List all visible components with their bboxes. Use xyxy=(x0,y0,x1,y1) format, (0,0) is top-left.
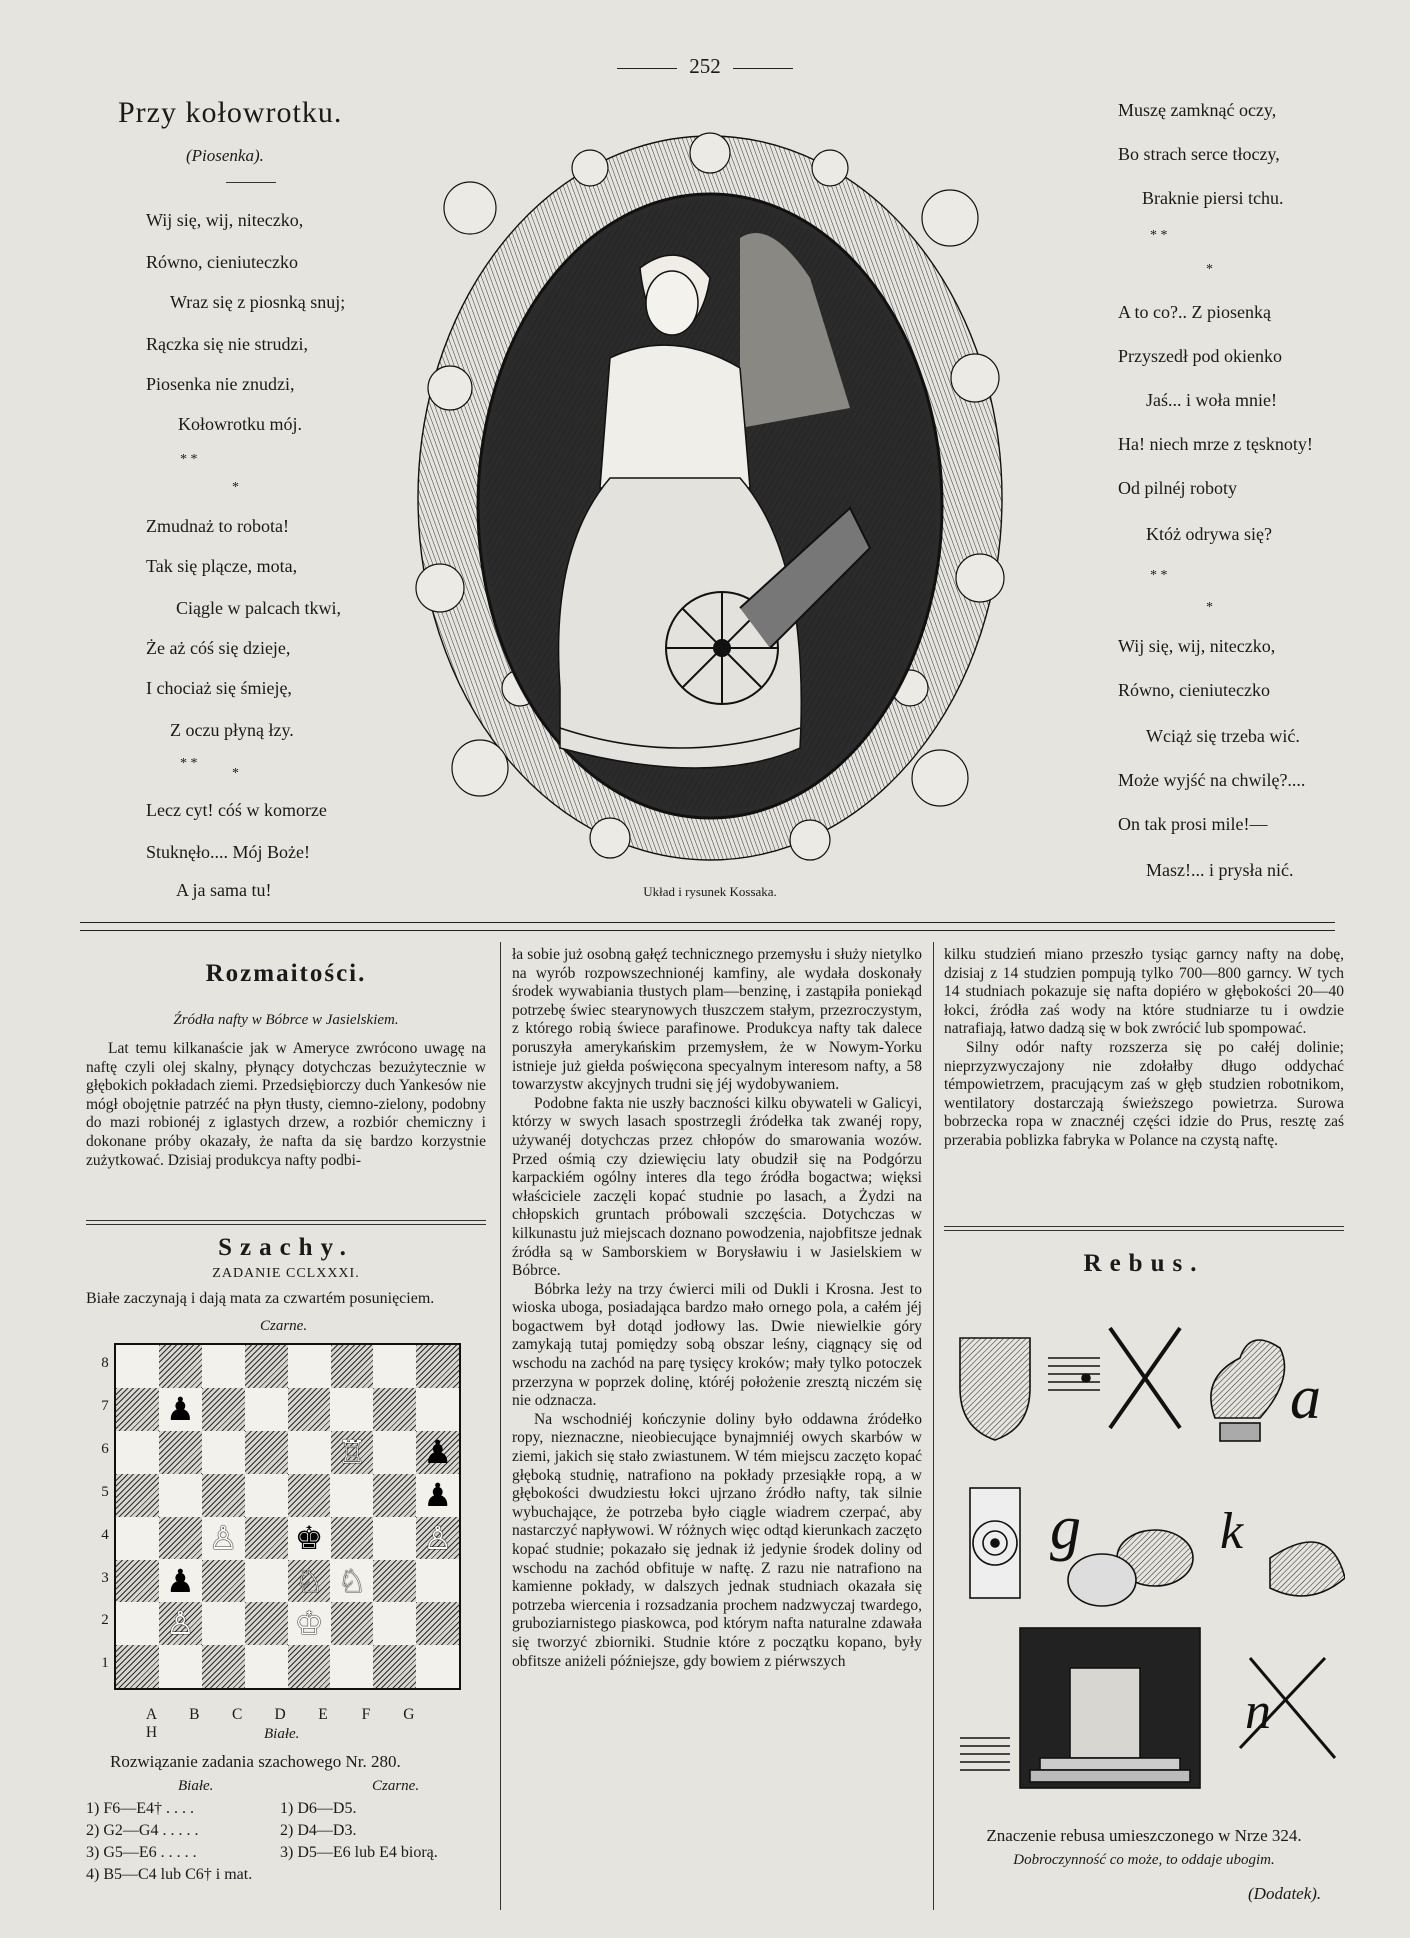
board-square xyxy=(116,1431,159,1474)
file-labels xyxy=(130,1706,473,1742)
board-square xyxy=(116,1602,159,1645)
board-square xyxy=(288,1388,331,1431)
rebus-picture-puzzle xyxy=(950,1318,1345,1813)
poem-line: Kołowrotku mój. xyxy=(178,414,302,434)
chess-piece: ♟ xyxy=(165,1389,195,1428)
board-square xyxy=(202,1388,245,1431)
rank-label: 2 xyxy=(101,1612,109,1629)
board-square xyxy=(202,1560,245,1603)
chess-piece: ♟ xyxy=(165,1561,195,1600)
rank-label: 8 xyxy=(101,1355,109,1371)
chess-piece: ♚ xyxy=(294,1518,324,1557)
poem-line: Wraz się z piosnką snuj; xyxy=(170,292,346,312)
spinning-wheel-illustration xyxy=(410,128,1010,868)
poem-line: Wij się, wij, niteczko, xyxy=(1118,636,1276,656)
poem-line: Jaś... i woła mnie! xyxy=(1146,390,1277,410)
rebus-answer: Dobroczynność co może, to oddaje ubogim. xyxy=(1013,1852,1275,1868)
stanza-star: * xyxy=(232,480,239,495)
board-square xyxy=(159,1645,202,1688)
file-label: B xyxy=(189,1706,200,1723)
supplement-note: (Dodatek). xyxy=(1248,1884,1322,1903)
article-column-2 xyxy=(512,946,922,1671)
board-square xyxy=(373,1645,416,1688)
board-square xyxy=(288,1645,331,1688)
solution-move-white: 4) B5—C4 lub C6† i mat. xyxy=(86,1866,253,1883)
poem-line: Równo, cieniuteczko xyxy=(146,252,298,272)
board-square xyxy=(416,1645,459,1688)
solution-move-white: 1) F6—E4† . . . . xyxy=(86,1800,194,1817)
paragraph: ła sobie już osobną gałęź technicznego przemysłu i służy nietylko na wyrób rozpowszechnionéj kamfiny, ale wydała doskonały środek wywabiania tłustych plam—benzinę, i zastąpiła poniekąd potrzebę świec stearynowych tłuszczem stałym, przezroczystym, z którego robią świece parafinowe. Produkcya nafty tak dalece poruszyła amerykańskim przemysłem, że w Nowym-Yorku istnieje już giełda poświęcona specyalnym interesom nafty, a 58 towarzystw akcyjnych trudni się jéj wydobywaniem. xyxy=(512,946,922,1094)
chess-piece: ♘ xyxy=(294,1561,324,1600)
stanza-star: * xyxy=(1206,262,1213,277)
board-square xyxy=(202,1645,245,1688)
poem-line: A ja sama tu! xyxy=(176,880,272,900)
board-square xyxy=(373,1474,416,1517)
paragraph: Podobne fakta nie uszły baczności kilku obywateli w Galicyi, którzy w swych lasach spostrzegli źródełka tak zwanéj ropy, używanéj dotychczas przez chłopów do smarowania wozów. Przed ośmią czy dziewięciu laty obudził się na Podgórzu karpackiém ogólny interes dla tego źródła bogactwa; więksi właściciele zaczęli kopać studnie po lasach, a Żydzi na chłopskich gruntach próbowali szczęścia. Dotychczas w kilkunastu już miejscach doznano powodzenia, najobfitsze jednak źródła są w Samborskiem w Borysławiu i w Jasielskiem w Bóbrce. xyxy=(512,1094,922,1280)
file-label: D xyxy=(274,1706,286,1723)
file-label: G xyxy=(403,1706,415,1723)
poem-line: Któż odrywa się? xyxy=(1146,524,1272,544)
illustration-caption: Układ i rysunek Kossaka. xyxy=(643,884,777,899)
section-title-rozmaitosci: Rozmaitości. xyxy=(205,960,367,987)
board-square xyxy=(202,1431,245,1474)
poem-line: Równo, cieniuteczko xyxy=(1118,680,1270,700)
poem-line: Wij się, wij, niteczko, xyxy=(146,210,304,230)
board-square xyxy=(245,1517,288,1560)
board-square xyxy=(416,1602,459,1645)
paragraph: Lat temu kilkanaście jak w Ameryce zwrócono uwagę na naftę czyli olej skalny, płynący dotychczas bezużytecznie w głębokich pokładach ziemi. Przedsiębiorczy duch Yankesów nie mógł obojętnie patrzéć na płyn tłusty, ciemno-zielony, podobny do mazi robionéj z iglastych drzew, a rozbiór chemiczny i dokonane próby okazały, że nafta da się bardzo korzystnie zużytkować. Dzisiaj produkcya nafty podbi- xyxy=(86,1040,486,1169)
file-label: F xyxy=(361,1706,371,1723)
divider xyxy=(80,930,1335,931)
poem-title: Przy kołowrotku. xyxy=(118,96,343,129)
board-square xyxy=(373,1517,416,1560)
board-square xyxy=(245,1388,288,1431)
board-square xyxy=(116,1560,159,1603)
board-square xyxy=(416,1345,459,1388)
board-square xyxy=(373,1431,416,1474)
poem-line: A to co?.. Z piosenką xyxy=(1118,302,1271,322)
poem-line: Z oczu płyną łzy. xyxy=(170,720,294,740)
stanza-stars: * * xyxy=(1150,568,1168,583)
rebus-letter: n xyxy=(1245,1683,1271,1740)
board-square xyxy=(116,1474,159,1517)
poem-line: Przyszedł pod okienko xyxy=(1118,346,1282,366)
section-title-chess: Szachy. xyxy=(218,1234,354,1261)
board-square xyxy=(331,1602,374,1645)
page-number: 252 xyxy=(689,54,721,78)
board-square xyxy=(416,1388,459,1431)
poem-line: Rączka się nie strudzi, xyxy=(146,334,308,354)
divider xyxy=(944,1230,1344,1231)
poem-line: Lecz cyt! cóś w komorze xyxy=(146,800,327,820)
poem-line: Muszę zamknąć oczy, xyxy=(1118,100,1277,120)
solution-white-label: Białe. xyxy=(178,1778,214,1794)
divider xyxy=(86,1220,486,1221)
board-square xyxy=(116,1345,159,1388)
white-side-label: Białe. xyxy=(264,1726,300,1742)
board-square xyxy=(159,1431,202,1474)
board-square xyxy=(159,1517,202,1560)
black-side-label: Czarne. xyxy=(260,1318,308,1334)
paragraph: Na wschodniéj kończynie doliny było oddawna źródełko ropy, nieznaczne, nieobiecujące bynajmniéj owych skarbów w ziemi, jakich się stało zwiastunem. W tém miejscu zaczęto kopać głęboką studnię, natrafiono na pokłady przesiąkłe ropą, a w głębokości dwudziestu łokci ujrzano źródło nafty, tak silnie wybuchające, że potrzeba było ciągle wiadrem czerpać, aby nastarczyć napływowi. W różnych więc odtąd kierunkach zaczęto kopać studnie; pokazało się jednak iż jedynie środek doliny od wschodu na zachód obfituje w naftę. Z razu nie natrafiono na kamienne pokłady, w dalszych jednak studniach okazała się potrzeba wiercenia i rozsadzania prochem nadzwyczaj twardego, gruboziarnistego piaskowca, pod którym nafta naturalne zdawała się tworzyć zbiorniki. Studnie które z początku kopano, były obfitsze aniżeli późniejsze, gdy bowiem z piérwszych xyxy=(512,1410,922,1670)
poem-line: I chociaż się śmieję, xyxy=(146,678,292,698)
rank-label: 6 xyxy=(101,1440,109,1457)
divider xyxy=(617,68,677,69)
board-square xyxy=(331,1517,374,1560)
chess-piece: ♙ xyxy=(423,1518,453,1557)
paragraph: kilku studzień miano przeszło tysiąc garncy nafty na dobę, dzisiaj z 14 studzien pompują tylko 700—800 garncy. W tych 14 studniach pokazuje się nafta dopiéro w głębokości 20—40 łokci, źródła zaś wody na które studniarze tu i owdzie natrafiają, łatwo dadzą się w bok zwrócić lub spompować. xyxy=(944,946,1344,1038)
rank-label: 4 xyxy=(101,1526,109,1543)
board-square xyxy=(245,1645,288,1688)
divider xyxy=(944,1226,1344,1227)
paragraph: Silny odór nafty rozszerza się po całéj dolinie; nieprzyzwyczajony nie zdołałby długo oddychać témpowietrzem, pracującym zaś w głęb studzien robotnikom, wentilatory dostarczają świeższego powietrza. Surowa bobrzecka ropa w znacznéj części idzie do Prus, resztę zaś przerabia poblizka fabryka w Polance na czystą naftę. xyxy=(944,1038,1344,1149)
poem-line: Braknie piersi tchu. xyxy=(1142,188,1284,208)
board-square xyxy=(373,1388,416,1431)
board-square xyxy=(116,1645,159,1688)
poem-line: Ciągle w palcach tkwi, xyxy=(176,598,341,618)
board-square xyxy=(288,1431,331,1474)
file-label: E xyxy=(318,1706,328,1723)
page-number-row xyxy=(0,54,1410,79)
stanza-star: * xyxy=(1206,600,1213,615)
board-square xyxy=(245,1474,288,1517)
board-square xyxy=(245,1345,288,1388)
solution-move-black: 1) D6—D5. xyxy=(280,1800,357,1817)
solution-move-black: 3) D5—E6 lub E4 biorą. xyxy=(280,1844,438,1861)
board-square xyxy=(202,1474,245,1517)
chess-piece: ♘ xyxy=(337,1561,367,1600)
stanza-stars: * * xyxy=(180,756,198,771)
board-square xyxy=(159,1474,202,1517)
chess-piece: ♙ xyxy=(208,1518,238,1557)
board-square xyxy=(245,1431,288,1474)
board-square xyxy=(116,1388,159,1431)
chess-problem-number: ZADANIE CCLXXXI. xyxy=(212,1266,360,1281)
article-subtitle: Źródła nafty w Bóbrce w Jasielskiem. xyxy=(173,1012,399,1028)
stanza-stars: * * xyxy=(180,452,198,467)
board-square xyxy=(373,1345,416,1388)
rank-label: 7 xyxy=(101,1397,109,1414)
board-square xyxy=(202,1602,245,1645)
chess-piece: ♔ xyxy=(294,1604,324,1643)
poem-line: On tak prosi mile!— xyxy=(1118,814,1268,834)
solution-move-white: 3) G5—E6 . . . . . xyxy=(86,1844,197,1861)
board-square xyxy=(373,1560,416,1603)
poem-line: Zmudnaż to robota! xyxy=(146,516,289,536)
poem-line: Piosenka nie znudzi, xyxy=(146,374,295,394)
chess-piece: ♖ xyxy=(337,1432,367,1471)
column-divider xyxy=(500,942,501,1910)
board-square xyxy=(331,1388,374,1431)
rank-label: 1 xyxy=(101,1655,109,1672)
board-square xyxy=(373,1602,416,1645)
rebus-answer-title: Znaczenie rebusa umieszczonego w Nrze 324. xyxy=(986,1826,1302,1845)
solution-move-black: 2) D4—D3. xyxy=(280,1822,357,1839)
rebus-letter: a xyxy=(1290,1364,1321,1432)
chess-piece: ♟ xyxy=(423,1475,453,1514)
solution-title: Rozwiązanie zadania szachowego Nr. 280. xyxy=(110,1752,401,1771)
column-divider xyxy=(933,942,934,1910)
board-square xyxy=(331,1345,374,1388)
divider xyxy=(226,182,276,183)
file-label: C xyxy=(232,1706,243,1723)
divider xyxy=(86,1224,486,1225)
chess-piece: ♙ xyxy=(165,1604,195,1643)
poem-line: Od pilnéj roboty xyxy=(1118,478,1237,498)
chess-board xyxy=(114,1343,461,1690)
solution-black-label: Czarne. xyxy=(372,1778,420,1794)
paragraph: Bóbrka leży na trzy ćwierci mili od Dukli i Krosna. Jest to wioska uboga, posiadająca bardzo mało ornego pola, a całém jéj bogactwem był dotąd jodłowy las. Dwie niewielkie góry zamykają tutaj pomiędzy sobą obszar leśny, ciągnący się od wschodu na zachód na parę tysięcy kroków; mały tylko potoczek przerzyna w poprzek dolinę, któréj położenie zresztą niczém się nie odznacza. xyxy=(512,1280,922,1410)
chess-piece: ♟ xyxy=(423,1432,453,1471)
board-square xyxy=(202,1345,245,1388)
board-square xyxy=(116,1517,159,1560)
board-square xyxy=(288,1345,331,1388)
board-square xyxy=(159,1345,202,1388)
rebus-letter: g xyxy=(1050,1494,1081,1562)
article-column-3 xyxy=(944,946,1344,1151)
poem-line: Że aż cóś się dzieje, xyxy=(146,638,291,658)
stanza-star: * xyxy=(232,766,239,781)
board-square xyxy=(331,1645,374,1688)
poem-subtitle: (Piosenka). xyxy=(186,146,264,165)
rank-label: 3 xyxy=(101,1569,109,1586)
poem-line: Tak się plącze, mota, xyxy=(146,556,298,576)
board-square xyxy=(245,1602,288,1645)
file-label: H xyxy=(145,1724,158,1741)
board-square xyxy=(288,1474,331,1517)
stanza-stars: * * xyxy=(1150,228,1168,243)
chess-instruction: Białe zaczynają i dają mata za czwartém posunięciem. xyxy=(86,1290,435,1307)
poem-line: Może wyjść na chwilę?.... xyxy=(1118,770,1306,790)
board-square xyxy=(331,1474,374,1517)
poem-line: Ha! niech mrze z tęsknoty! xyxy=(1118,434,1313,454)
rank-label: 5 xyxy=(101,1483,109,1500)
divider xyxy=(733,68,793,69)
divider xyxy=(80,922,1335,923)
article-column-1 xyxy=(86,1040,486,1170)
board-square xyxy=(416,1560,459,1603)
section-title-rebus: Rebus. xyxy=(1083,1250,1205,1277)
poem-line: Bo strach serce tłoczy, xyxy=(1118,144,1280,164)
poem-line: Masz!... i prysła nić. xyxy=(1146,860,1294,880)
rebus-letter: k xyxy=(1220,1503,1244,1560)
file-label: A xyxy=(145,1706,158,1723)
poem-line: Wciąż się trzeba wić. xyxy=(1146,726,1300,746)
board-square xyxy=(245,1560,288,1603)
solution-move-white: 2) G2—G4 . . . . . xyxy=(86,1822,199,1839)
poem-line: Stuknęło.... Mój Boże! xyxy=(146,842,310,862)
